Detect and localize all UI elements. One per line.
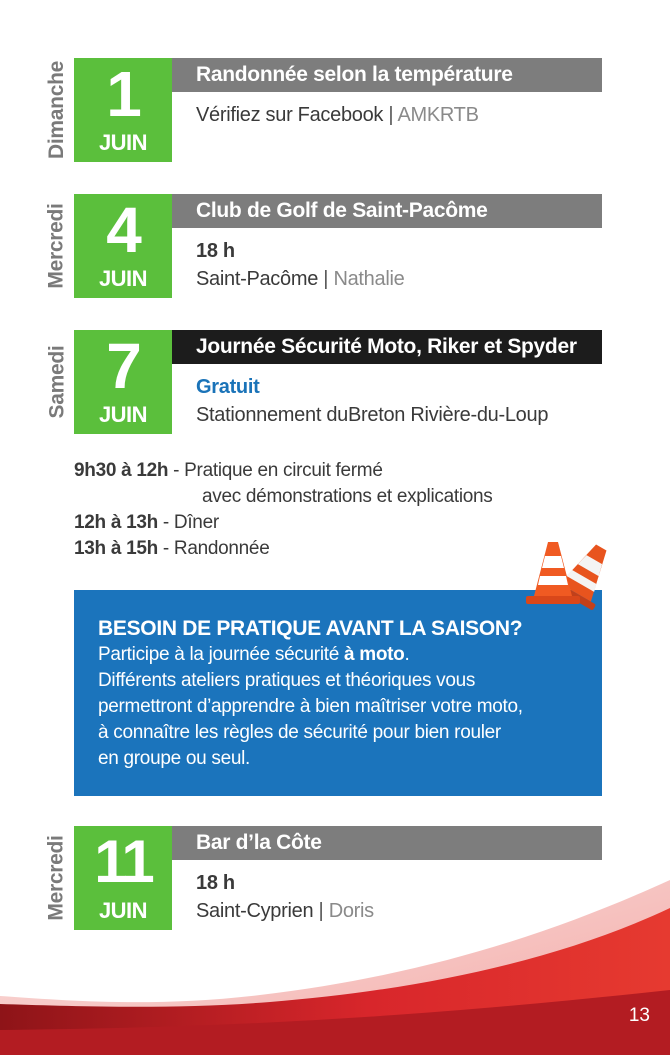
schedule-dash: - [168, 460, 185, 481]
callout-line: à connaître les règles de sécurité pour bien rouler [98, 722, 501, 743]
schedule-row [74, 536, 493, 562]
weekday-label [42, 194, 72, 298]
callout-line: permettront d’apprendre à bien maîtriser votre moto, [98, 696, 523, 717]
schedule-time: 9h30 à 12h [74, 460, 169, 481]
traffic-cone-icon [520, 538, 624, 610]
date-box [74, 194, 172, 298]
event-title: Journée Sécurité Moto, Riker et Spyder [172, 330, 602, 364]
separator: | [318, 900, 324, 922]
weekday-text: Dimanche [45, 61, 68, 159]
event-june-1 [0, 58, 670, 162]
schedule-row [74, 510, 493, 536]
date-month: JUIN [98, 130, 148, 155]
date-day: 11 [94, 828, 152, 895]
schedule-row [74, 458, 493, 484]
schedule-time: 12h à 13h [74, 512, 158, 533]
date-day: 4 [106, 194, 140, 266]
callout-text: Participe à la journée sécurité [98, 644, 344, 665]
callout-line: en groupe ou seul. [98, 748, 250, 769]
weekday-text: Samedi [45, 345, 68, 419]
schedule-text: Pratique en circuit fermé [184, 460, 383, 481]
schedule-dash: - [157, 512, 174, 533]
event-location-line [196, 268, 404, 291]
weekday-label [42, 330, 72, 434]
date-month: JUIN [98, 266, 148, 291]
event-title: Bar d’la Côte [172, 826, 602, 860]
event-time: 18 h [196, 240, 235, 262]
event-contact: Nathalie [333, 268, 405, 290]
weekday-text: Mercredi [45, 835, 69, 921]
schedule-row-continuation [74, 484, 493, 510]
event-june-4 [0, 194, 670, 298]
event-place: Saint-Pacôme [196, 268, 319, 290]
practice-callout-box [74, 590, 602, 796]
separator: | [323, 268, 329, 290]
event-june-7 [0, 330, 670, 434]
weekday-label [42, 58, 72, 162]
callout-line: Différents ateliers pratiques et théoriques vous [98, 670, 476, 691]
schedule-time: 13h à 15h [74, 538, 158, 559]
schedule-dash: - [157, 538, 174, 559]
event-info-text: Vérifiez sur Facebook [196, 104, 384, 126]
event-title: Randonnée selon la température [172, 58, 602, 92]
page-number: 13 [628, 1005, 650, 1026]
schedule-text: avec démonstrations et explications [202, 486, 493, 507]
schedule-text: Randonnée [173, 538, 270, 559]
date-box [74, 58, 172, 162]
callout-emphasis: à moto [343, 644, 405, 665]
date-day: 1 [106, 58, 140, 130]
event-place: Stationnement duBreton Rivière-du-Loup [196, 404, 549, 426]
date-day: 7 [106, 330, 140, 402]
event-contact: Doris [328, 900, 374, 922]
weekday-text: Mercredi [45, 203, 69, 289]
callout-line [98, 642, 582, 668]
decorative-swoosh [0, 870, 670, 1055]
date-month: JUIN [98, 402, 148, 427]
date-box [74, 330, 172, 434]
event-place: Saint-Cyprien [196, 900, 314, 922]
callout-title: BESOIN DE PRATIQUE AVANT LA SAISON? [98, 617, 523, 640]
event-info-line [196, 104, 479, 127]
callout-text: . [404, 644, 410, 665]
date-month: JUIN [98, 898, 148, 923]
event-title: Club de Golf de Saint-Pacôme [172, 194, 602, 228]
event-schedule [74, 458, 493, 562]
event-time: 18 h [196, 872, 235, 894]
event-price: Gratuit [196, 376, 260, 398]
separator: | [388, 104, 394, 126]
event-organizer: AMKRTB [397, 104, 479, 126]
schedule-text: Dîner [173, 512, 219, 533]
